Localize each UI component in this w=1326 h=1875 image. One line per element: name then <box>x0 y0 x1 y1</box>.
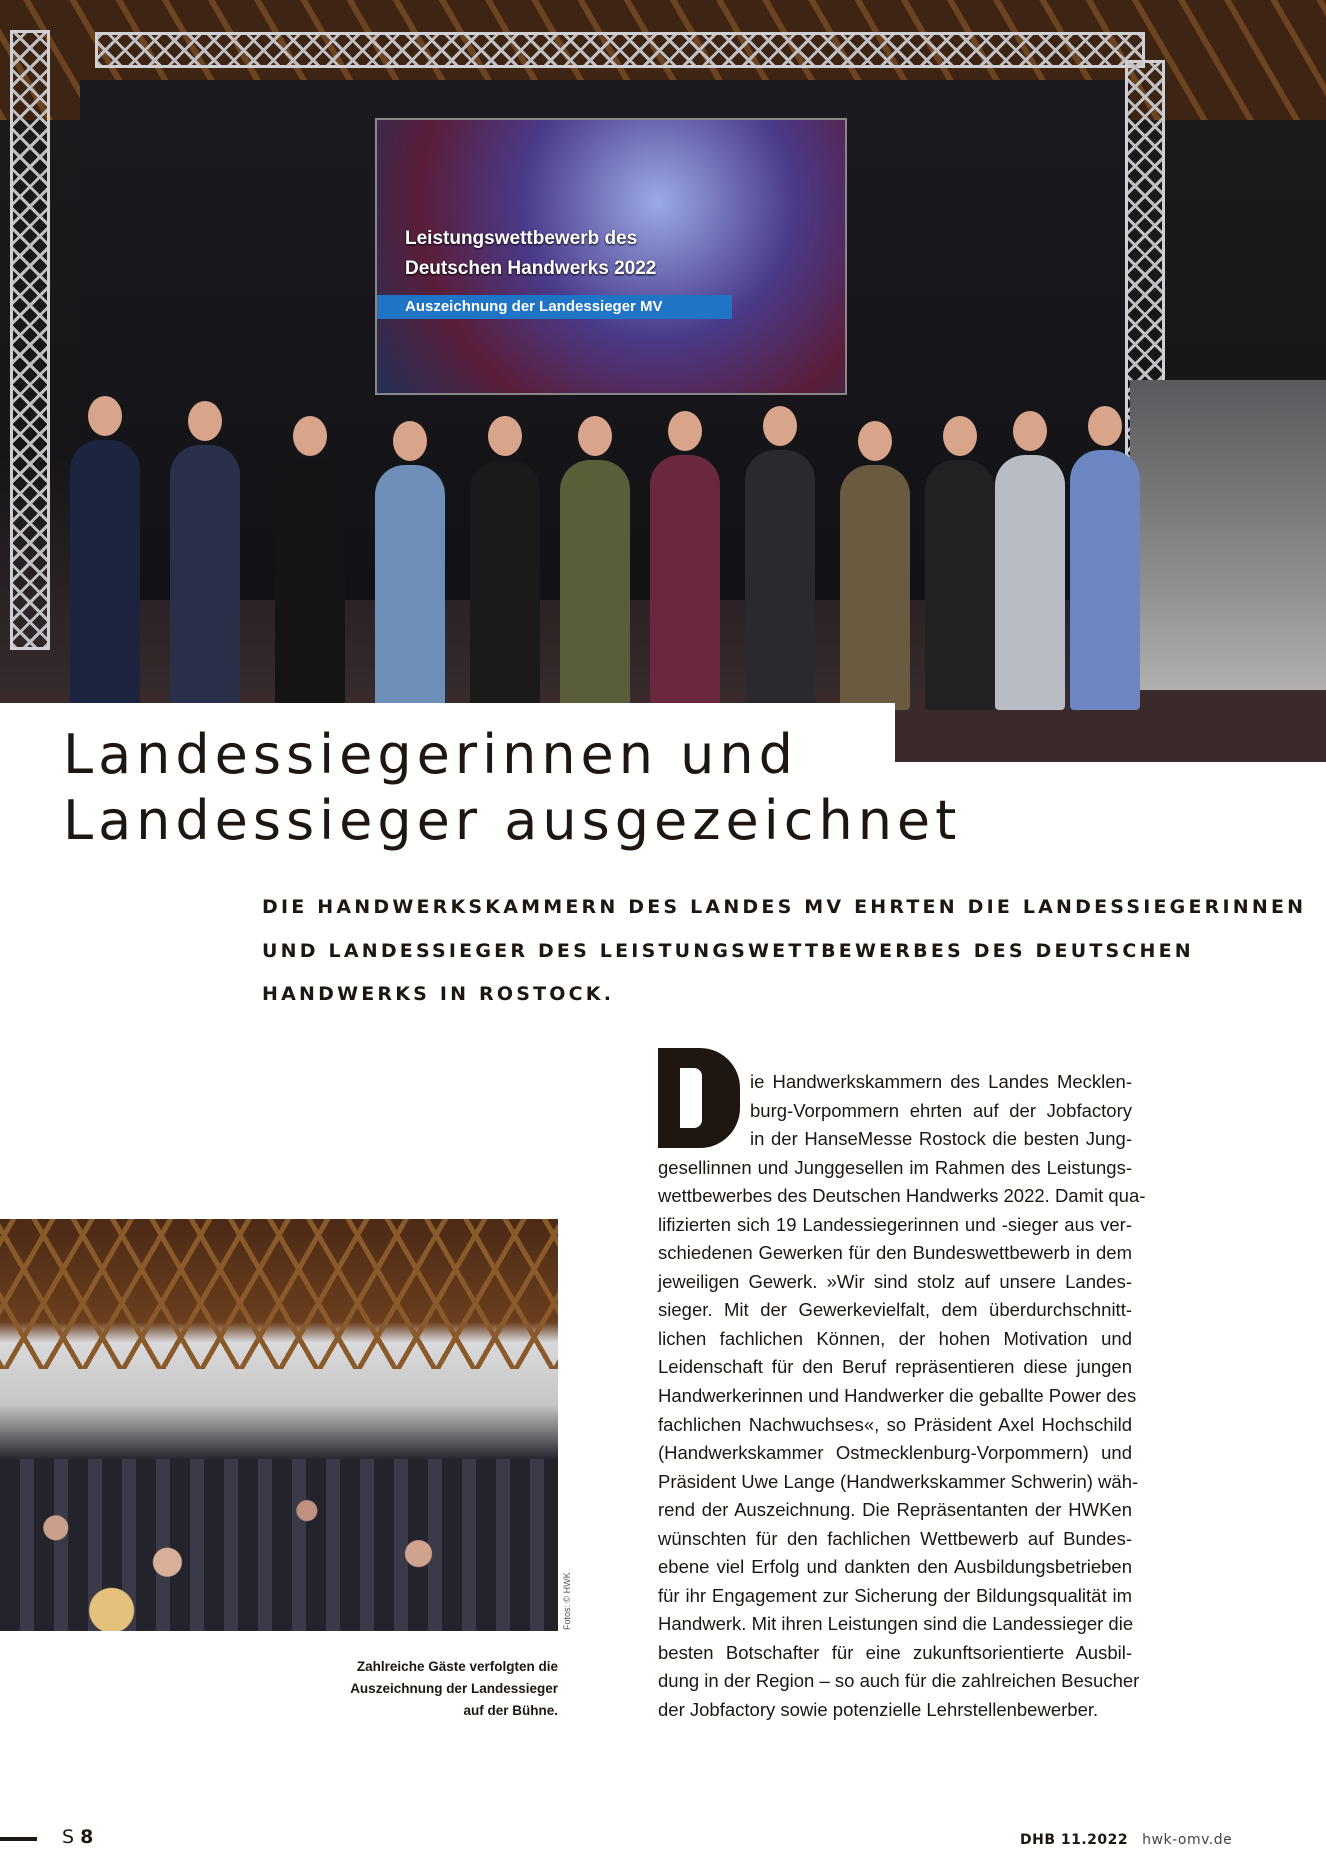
caption-line: Zahlreiche Gäste verfolgten die <box>356 1659 558 1674</box>
body-line: gesellinnen und Junggesellen im Rahmen des Leistungs- <box>658 1156 1132 1178</box>
screen-band: Auszeichnung der Landessieger MV <box>377 295 732 319</box>
body-line: Handwerk. Mit ihren Leistungen sind die Landessieger die <box>658 1613 1134 1635</box>
body-line: für ihr Engagement zur Sicherung der Bildungsqualität im <box>658 1584 1132 1606</box>
truss-left <box>10 30 50 650</box>
page-number <box>62 1826 93 1848</box>
body-line: sieger. Mit der Gewerkevielfalt, dem überdurchschnitt- <box>658 1299 1132 1321</box>
caption-line: Auszeichnung der Landessieger <box>350 1681 558 1696</box>
footer-issue <box>1020 1832 1232 1848</box>
photo-caption <box>300 1656 558 1722</box>
body-line: Handwerkerinnen und Handwerker die geballte Power des <box>658 1385 1137 1407</box>
stage-screen <box>375 118 847 395</box>
lead-line: HANDWERKS IN ROSTOCK. <box>262 983 615 1005</box>
audience-crowd <box>0 1459 558 1631</box>
lead-line: DIE HANDWERKSKAMMERN DES LANDES MV EHRTEN DIE LANDESSIEGERINNEN <box>262 896 1307 918</box>
body-line: der Jobfactory sowie potenzielle Lehrstellenbewerber. <box>658 1699 1099 1721</box>
photo-credit: Fotos: © HWK <box>562 1572 572 1630</box>
award-ceremony-photo <box>0 0 1326 762</box>
body-line: wünschten für den fachlichen Wettbewerb auf Bundes- <box>658 1527 1132 1549</box>
truss-top <box>95 32 1145 68</box>
body-line: ebene viel Erfolg und dankten den Ausbildungsbetrieben <box>658 1556 1132 1578</box>
caption-line: auf der Bühne. <box>463 1703 558 1718</box>
body-line: besten Botschafter für eine zukunftsorientierte Ausbil- <box>658 1641 1132 1663</box>
body-line: ie Handwerkskammern des Landes Mecklen- <box>750 1071 1132 1092</box>
issue-label: DHB 11.2022 <box>1020 1832 1129 1848</box>
page-prefix: S <box>62 1826 75 1848</box>
screen-text: Leistungswettbewerb des <box>405 228 638 249</box>
lead-line: UND LANDESSIEGER DES LEISTUNGSWETTBEWERBES DES DEUTSCHEN <box>262 939 1194 962</box>
body-line: Leidenschaft für den Beruf repräsentieren diese jungen <box>658 1356 1132 1378</box>
title-line: Landessiegerinnen und <box>63 723 798 786</box>
website-link[interactable]: hwk-omv.de <box>1142 1832 1233 1848</box>
body-line: fachlichen Nachwuchses«, so Präsident Axel Hochschild <box>658 1413 1132 1435</box>
hall-roof <box>0 1219 558 1369</box>
body-line: in der HanseMesse Rostock die besten Jung- <box>750 1128 1132 1150</box>
body-line: lifizierten sich 19 Landessiegerinnen und -sieger aus ver- <box>658 1213 1132 1235</box>
body-line: schiedenen Gewerken für den Bundeswettbewerb in dem <box>658 1242 1132 1264</box>
body-line: wettbewerbes des Deutschen Handwerks 2022. Damit qua- <box>658 1185 1146 1207</box>
body-line: (Handwerkskammer Ostmecklenburg-Vorpommern) und <box>658 1442 1132 1464</box>
article-title <box>63 722 961 854</box>
article-body <box>658 1068 1146 1725</box>
body-line: burg-Vorpommern ehrten auf der Jobfactory <box>750 1099 1132 1121</box>
body-line: rend der Auszeichnung. Die Repräsentanten der HWKen <box>658 1499 1132 1521</box>
audience-photo <box>0 1219 558 1631</box>
title-line: Landessieger ausgezeichnet <box>63 789 962 852</box>
body-line: dung in der Region – so auch für die zahlreichen Besucher <box>658 1670 1140 1692</box>
body-line: Präsident Uwe Lange (Handwerkskammer Schwerin) wäh- <box>658 1470 1139 1492</box>
screen-text: Deutschen Handwerks 2022 <box>405 258 657 279</box>
group-of-winners <box>60 380 1160 710</box>
page-number-value: 8 <box>80 1826 94 1848</box>
article-lead <box>262 886 1306 1017</box>
body-line: jeweiligen Gewerk. »Wir sind stolz auf unsere Landes- <box>658 1270 1132 1292</box>
footer-rule <box>0 1837 37 1841</box>
body-line: lichen fachlichen Können, der hohen Motivation und <box>658 1327 1132 1349</box>
